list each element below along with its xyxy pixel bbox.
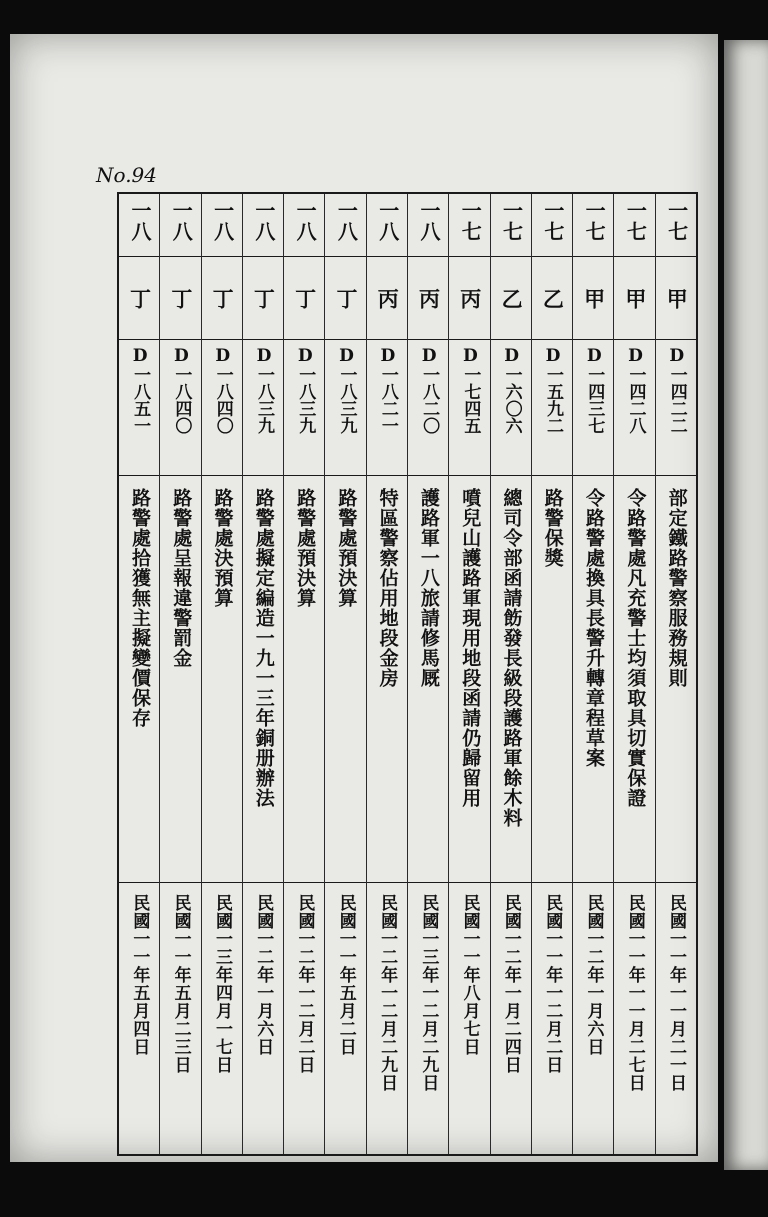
date-cell: 民國一一年五月二日 [335,894,356,1056]
ledger-column [490,194,531,1154]
title-cell: 特區警察佔用地段金房 [376,488,399,688]
class-cell: 丁 [168,288,194,310]
title-cell: 路警處預決算 [294,488,317,608]
title-cell: 總司令部函請飭發長級段護路軍餘木料 [500,488,523,828]
code-cell: D一八四〇 [212,346,233,434]
class-cell: 丁 [251,288,277,310]
seq-cell: 一八 [334,200,359,242]
seq-cell: 一七 [623,200,648,242]
class-cell: 丙 [375,288,401,310]
seq-cell: 一七 [499,200,524,242]
date-cell: 民國一二年一月六日 [253,894,274,1056]
ledger-column [655,194,696,1154]
class-cell: 乙 [499,288,525,310]
date-cell: 民國一一年一一月二七日 [624,894,645,1092]
seq-cell: 一八 [375,200,400,242]
class-cell: 甲 [581,288,607,310]
class-cell: 甲 [664,288,690,310]
seq-cell: 一七 [458,200,483,242]
date-cell: 民國一二年一二月二九日 [377,894,398,1092]
next-page-edge [724,40,768,1170]
class-cell: 丁 [127,288,153,310]
seq-cell: 一八 [416,200,441,242]
class-cell: 丁 [292,288,318,310]
seq-cell: 一八 [169,200,194,242]
title-cell: 路警處擬定編造一九一三年銅册辦法 [252,488,275,808]
seq-cell: 一八 [128,200,152,242]
title-cell: 路警處預決算 [335,488,358,608]
title-cell: 路警處呈報違警罰金 [170,488,193,668]
title-cell: 部定鐵路警察服務規則 [665,488,688,688]
title-cell: 路警處拾獲無主擬變價保存 [128,488,151,728]
seq-cell: 一七 [582,200,607,242]
code-cell: D一八三九 [295,346,316,434]
code-cell: D一四三七 [584,346,605,434]
date-cell: 民國一一年八月七日 [459,894,480,1056]
seq-cell: 一八 [251,200,276,242]
date-cell: 民國一二年一二月二日 [294,894,315,1074]
code-cell: D一八二一 [377,346,398,434]
ledger-column [366,194,407,1154]
ledger-column [201,194,242,1154]
title-cell: 護路軍一八旅請修馬厩 [417,488,440,688]
class-cell: 丁 [210,288,236,310]
class-cell: 乙 [540,288,566,310]
class-cell: 丁 [333,288,359,310]
title-cell: 噴兒山護路軍現用地段函請仍歸留用 [459,488,482,808]
date-cell: 民國一二年一月六日 [583,894,604,1056]
title-cell: 路警保獎 [541,488,564,568]
date-cell: 民國一一年五月二三日 [170,894,191,1074]
class-cell: 丙 [457,288,483,310]
ledger-column [119,194,159,1154]
code-cell: D一八三九 [253,346,274,434]
ledger-column [613,194,654,1154]
seq-cell: 一八 [210,200,235,242]
ledger-column [159,194,200,1154]
ledger-column [242,194,283,1154]
ledger-column [324,194,365,1154]
ledger-column [448,194,489,1154]
code-cell: D一四二二 [666,346,687,434]
title-cell: 路警處決預算 [211,488,234,608]
code-cell: D一八三九 [336,346,357,434]
ledger-column [407,194,448,1154]
code-cell: D一七四五 [460,346,481,434]
class-cell: 甲 [622,288,648,310]
seq-cell: 一八 [293,200,318,242]
code-cell: D一四二八 [625,346,646,434]
date-cell: 民國一一年一二月二日 [542,894,563,1074]
date-cell: 民國一二年一月二四日 [500,894,521,1074]
page-number: No.94 [96,163,157,187]
class-cell: 丙 [416,288,442,310]
ledger-column [572,194,613,1154]
date-cell: 民國一三年四月一七日 [211,894,232,1074]
code-cell: D一五九二 [542,346,563,434]
code-cell: D一六〇六 [501,346,522,434]
date-cell: 民國一三年一二月二九日 [418,894,439,1092]
code-cell: D一八五一 [130,346,151,434]
date-cell: 民國一一年五月四日 [129,894,150,1056]
ledger-column [283,194,324,1154]
ledger-column [531,194,572,1154]
title-cell: 令路警處換具長警升轉章程草案 [583,488,606,768]
ledger-table [117,192,698,1156]
title-cell: 令路警處凡充警士均須取具切實保證 [624,488,647,808]
code-cell: D一八二〇 [419,346,440,434]
seq-cell: 一七 [540,200,565,242]
date-cell: 民國一一年一一月二一日 [666,894,687,1092]
code-cell: D一八四〇 [171,346,192,434]
seq-cell: 一七 [664,200,689,242]
